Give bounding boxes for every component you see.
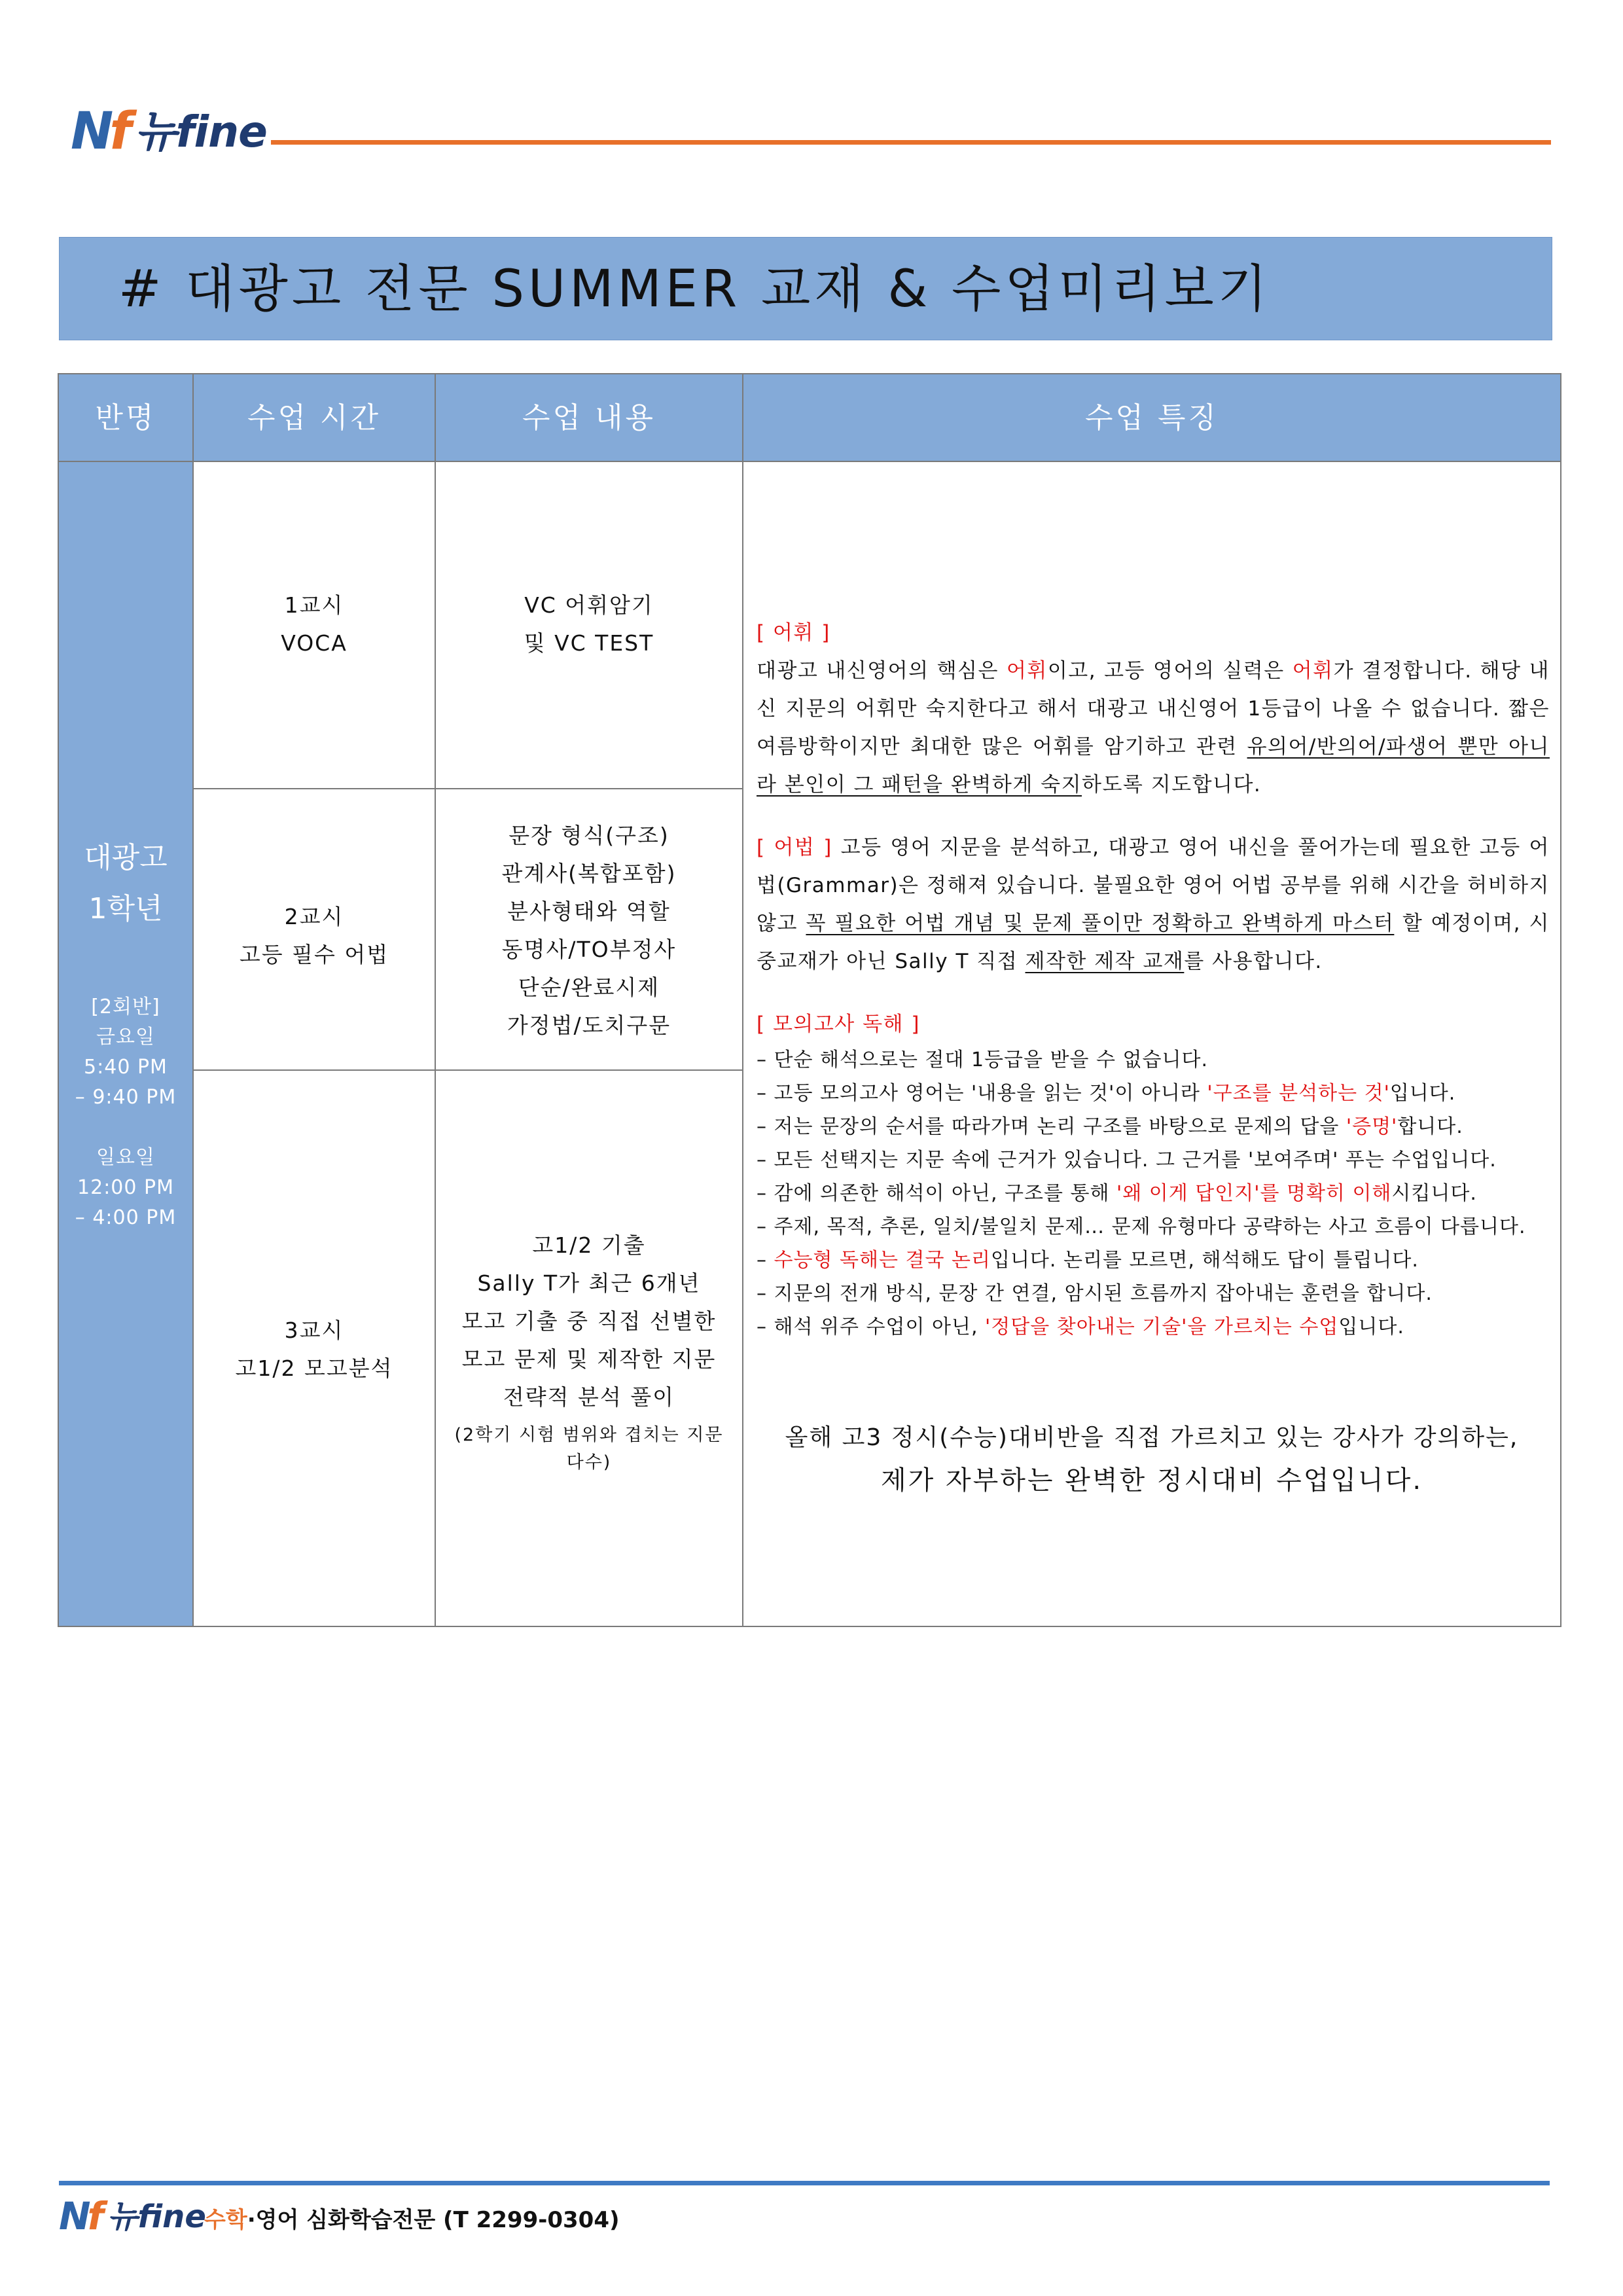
feature-vocab-tag: [ 어휘 ] xyxy=(757,621,830,645)
class-table xyxy=(58,373,1561,1627)
list-item: – 주제, 목적, 추론, 일치/불일치 문제… 문제 유형마다 공략하는 사고 흐름이 다릅니다. xyxy=(757,1215,1526,1238)
feature-mock-tag: [ 모의고사 독해 ] xyxy=(757,1013,920,1036)
footer-tagline: 수학·영어 심화학습전문 (T 2299-0304) xyxy=(204,2207,620,2233)
feature-mock-bullets xyxy=(757,1043,1550,1344)
list-item: – 감에 의존한 해석이 아닌, 구조를 통해 '왜 이게 답인지'를 명확히 이해시킵니다. xyxy=(757,1182,1477,1205)
list-item: – 수능형 독해는 결국 논리입니다. 논리를 모르면, 해석해도 답이 틀립니다. xyxy=(757,1249,1419,1272)
features-body xyxy=(757,614,1550,1344)
list-item: – 지문의 전개 방식, 문장 간 연결, 암시된 흐름까지 잡아내는 훈련을 합니다. xyxy=(757,1282,1433,1305)
period-3-content: 고1/2 기출 Sally T가 최근 6개년 모고 기출 중 직접 선별한 모고 문제 및 제작한 지문 전략적 분석 풀이 (2학기 시험 범위와 겹치는 지문 다수) xyxy=(436,1071,743,1627)
period-2-time: 2교시 고등 필수 어법 xyxy=(194,789,436,1071)
list-item: – 모든 선택지는 지문 속에 근거가 있습니다. 그 근거를 '보여주며' 푸는 수업입니다. xyxy=(757,1149,1497,1172)
class-schedule: [2회반] 금요일 5:40 PM – 9:40 PM 일요일 12:00 PM – 4:00 PM xyxy=(75,996,177,1229)
list-item: – 고등 모의고사 영어는 '내용을 읽는 것'이 아니라 '구조를 분석하는 것'입니다. xyxy=(757,1082,1456,1105)
brand-logo-text: 뉴fine xyxy=(135,107,267,157)
header-content: 수업 내용 xyxy=(436,374,743,462)
footer-divider xyxy=(59,2181,1550,2185)
brand-logo-mark: Nf xyxy=(71,102,128,161)
feature-grammar-tag: [ 어법 ] xyxy=(757,836,832,859)
closing-statement: 올해 고3 정시(수능)대비반을 직접 가르치고 있는 강사가 강의하는, 제가 자부하는 완벽한 정시대비 수업입니다. xyxy=(785,1424,1519,1496)
list-item: – 단순 해석으로는 절대 1등급을 받을 수 없습니다. xyxy=(757,1049,1208,1071)
header-features: 수업 특징 xyxy=(743,374,1560,462)
page-title: # 대광고 전문 SUMMER 교재 & 수업미리보기 xyxy=(118,260,1272,319)
class-name: 대광고 1학년 xyxy=(84,841,168,925)
list-item: – 저는 문장의 순서를 따라가며 논리 구조를 바탕으로 문제의 답을 '증명'합니다. xyxy=(757,1115,1463,1138)
period-3-time: 3교시 고1/2 모고분석 xyxy=(194,1071,436,1627)
period-2-content: 문장 형식(구조) 관계사(복합포함) 분사형태와 역할 동명사/TO부정사 단순/완료시제 가정법/도치구문 xyxy=(436,789,743,1071)
header-divider xyxy=(271,140,1551,145)
feature-vocab: [ 어휘 ] 대광고 내신영어의 핵심은 어휘이고, 고등 영어의 실력은 어휘가 결정합니다. 해당 내신 지문의 어휘만 숙지한다고 해서 대광고 내신영어 1등급이 나올 수 없습니다. 짧은 여름방학이지만 최대한 많은 어휘를 암기하고 관련 유의어/반의어/파생어 뿐만 아니라 본인이 그 패턴을 완벽하게 숙지하도록 지도합니다. xyxy=(757,614,1550,804)
period-1-content: VC 어휘암기 및 VC TEST xyxy=(436,462,743,789)
page-footer xyxy=(59,2194,975,2246)
header-class: 반명 xyxy=(59,374,194,462)
title-banner xyxy=(59,237,1552,340)
feature-grammar: [ 어법 ] 고등 영어 지문을 분석하고, 대광고 영어 내신을 풀어가는데 필요한 고등 어법(Grammar)은 정해져 있습니다. 불필요한 영어 어법 공부를 위해 시간을 허비하지 않고 꼭 필요한 어법 개념 및 문제 풀이만 정확하고 완벽하게 마스터 할 예정이며, 시중교재가 아닌 Sally T 직접 제작한 제작 교재를 사용합니다. xyxy=(757,836,1550,973)
feature-mock xyxy=(757,1005,1550,1344)
period-3-note: (2학기 시험 범위와 겹치는 지문 다수) xyxy=(454,1425,724,1473)
footer-logo-mark: Nf xyxy=(59,2194,101,2238)
period-1-time: 1교시 VOCA xyxy=(194,462,436,789)
page-header xyxy=(71,92,1551,164)
list-item: – 해석 위주 수업이 아닌, '정답을 찾아내는 기술'을 가르치는 수업입니다. xyxy=(757,1316,1404,1338)
features-cell xyxy=(743,462,1560,1626)
header-time: 수업 시간 xyxy=(194,374,436,462)
footer-logo-text: 뉴fine xyxy=(107,2198,206,2235)
